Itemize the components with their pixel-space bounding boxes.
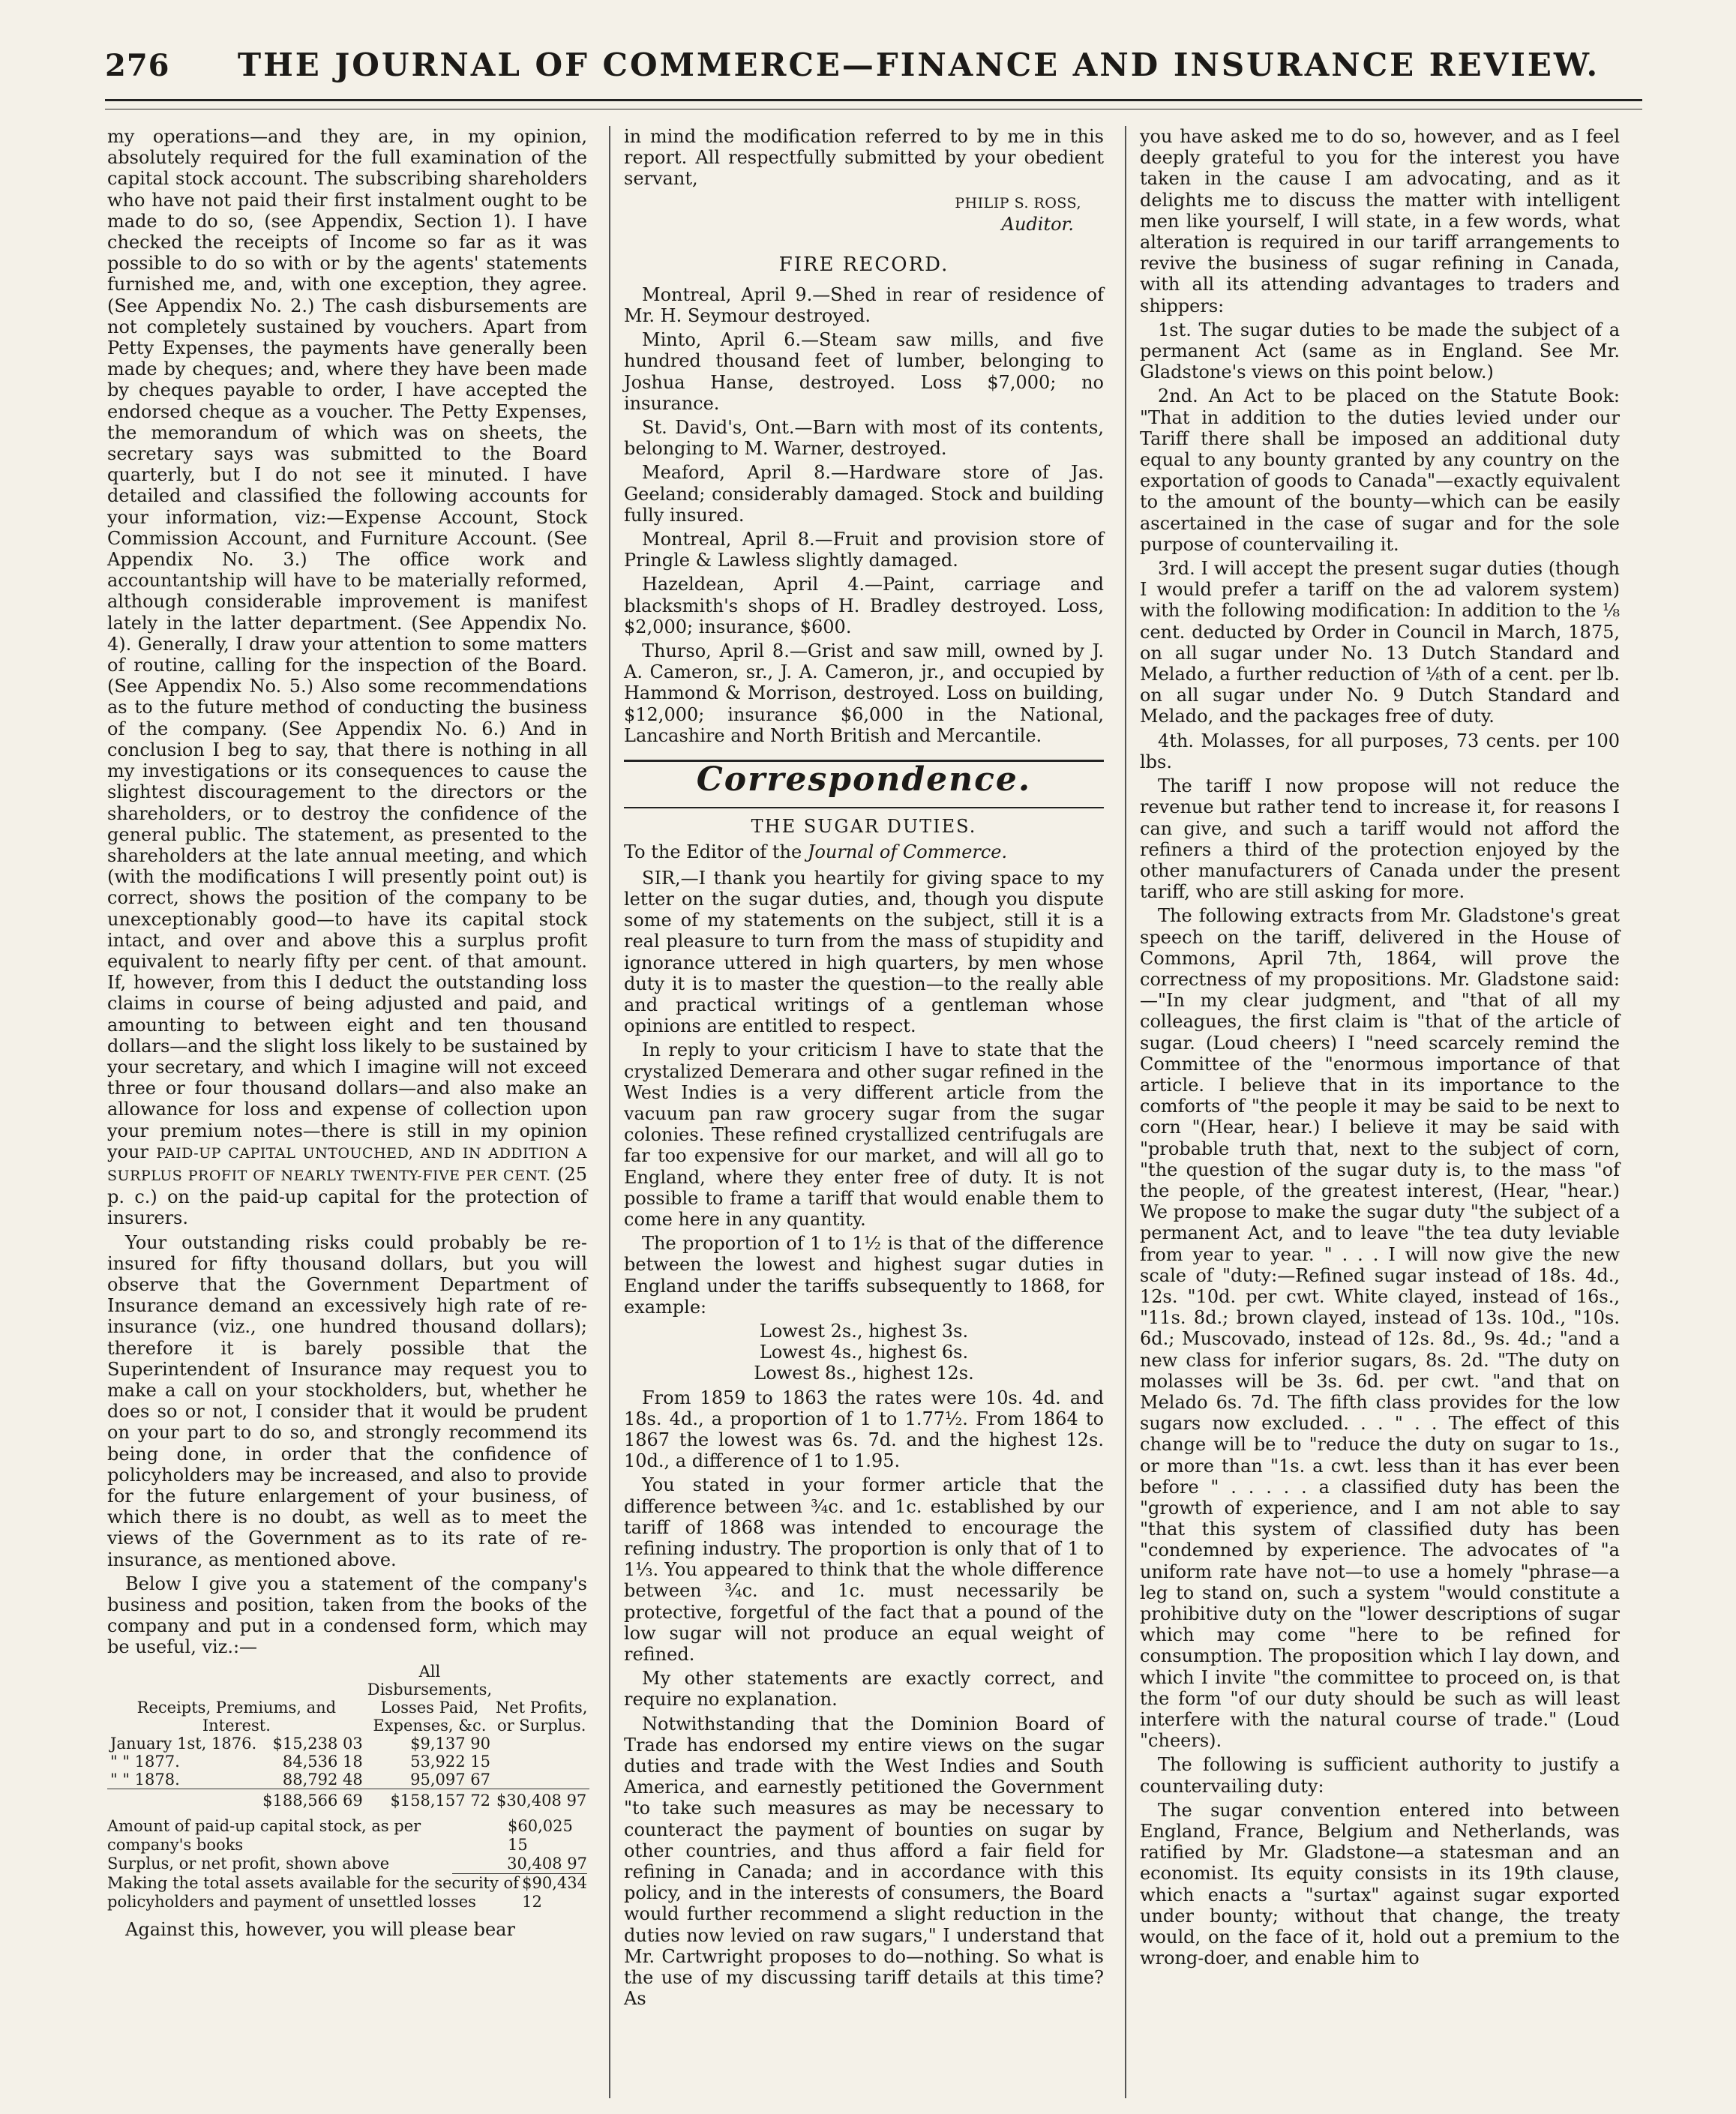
column-separator (1125, 126, 1126, 2098)
letter-paragraph: In reply to your criticism I have to state that the crystalized Demerara and other sugar refined in the West Indies is a very different article from the vacuum pan raw grocery sugar from the sugar colonies. These refined crystallized centrifugals are far too expensive for our market, and will all go to England, where they enter free of duty. It is not possible to frame a tariff that would enable them to come here in any quantity. (624, 1039, 1104, 1230)
page-header (105, 46, 1642, 91)
correspondence-heading: Correspondence. (696, 760, 1032, 799)
gladstone-quote-paragraph: The following extracts from Mr. Gladstone's great speech on the tariff, delivered in the House of Commons, April 7th, 1864, will prove the correctness of my propositions. Mr. Gladstone said:—"In my clear judgment, and "that of all my colleagues, the first claim is "that of the article of sugar. (Loud cheers) I "need scarcely remind the Committee of the "enormous importance of that article. I believe that in its importance to the comforts of "the people it may be said to be next to corn "(Hear, hear.) I believe it may be said with "probable truth that, next to the subject of corn, "the question of the sugar duty is, to the mass "of the people, of the greatest interest, (Hear, "hear.) We propose to make the sugar duty "the subject of a permanent Act, and to leave "the tea duty leviable from year to year. " . . . I will now give the new scale of "duty:—Refined sugar instead of 18s. 4d., 12s. "10d. per cwt. White clayed, instead of 16s., "11s. 8d.; brown clayed, instead of 13s. 10d., "10s. 6d.; Muscovado, instead of 12s. 8d., 9s. 4d.; "and a new class for inferior sugars, 8s. 2d. "The duty on molasses will be 3s. 6d. per cwt. "and that on Melado 6s. 7d. The fifth class provides for the low sugars now excluded. . . " . . The effect of this change will be to "reduce the duty on sugar to 1s., or more than "1s. a cwt. less than it has ever been before " . . . . . a classified duty has been the "growth of experience, and I am not able to say "that this system of classified duty has been "condemned by experience. The advocates of "a uniform rate have not—to use a homely "phrase—a leg to stand on, such a system "would constitute a prohibitive duty on the "lower descriptions of sugar which may come "here to be refined for consumption. The proposition which I lay down, and which I invite "the committee to proceed on, is that the form "of our duty should be such as will least interfere with the natural course of trade." (Loud "cheers). (1140, 905, 1620, 1752)
sugar-duties-heading: THE SUGAR DUTIES. (751, 816, 977, 838)
list-item: Lowest 8s., highest 12s. (754, 1363, 974, 1384)
fire-entry: Thurso, April 8.—Grist and saw mill, owned by J. A. Cameron, sr., J. A. Cameron, jr., and occupied by Hammond & Morrison, destroyed. Loss on building, $12,000; insurance $6,000 in the National, Lancashire and North British and Mercantile. (624, 640, 1104, 746)
correspondence-banner (624, 760, 1104, 808)
auditor-report-paragraph: my operations—and they are, in my opinion, absolutely required for the full examination of the capital stock account. The subscribing shareholders who have not paid their first instalment ought to be made to do so, (see Appendix, Section 1). I have checked the receipts of Income so far as it was possible to do so with or by the agents' statements furnished me, and, with one exception, they agree. (See Appendix No. 2.) The cash disbursements are not completely sustained by vouchers. Apart from Petty Expenses, the payments have generally been made by cheques; and, where they have been made by cheques payable to order, I have accepted the endorsed cheque as a voucher. The Petty Expenses, the memorandum of which was on sheets, the secretary says was submitted to the Board quarterly, but I do not see it minuted. I have detailed and classified the following accounts for your information, viz:—Expense Account, Stock Commission Account, and Furniture Account. (See Appendix No. 3.) The office work and accountantship will have to be materially reformed, although considerable improvement is manifest lately in the latter department. (See Appendix No. 4). Generally, I draw your attention to some matters of routine, calling for the inspection of the Board. (See Appendix No. 5.) Also some recommendations as to the future method of conducting the business of the company. (See Appendix No. 6.) And in conclusion I beg to say, that there is nothing in all my investigations or its consequences to cause the slightest discouragement to the directors or the shareholders, or to destroy the confidence of the general public. The statement, as presented to the shareholders at the late annual meeting, and which (with the modifications I will presently point out) is correct, shows the position of the company to be unexceptionably good—to have its capital stock intact, and over and above this a surplus profit equivalent to nearly fifty per cent. of that amount. If, however, from this I deduct the outstanding loss claims in course of being adjusted and paid, and amounting to between eight and ten thousand dollars—and the slight loss likely to be sustained by your secretary, and which I imagine will not exceed three or four thousand dollars—and also make an allowance for loss and expense of collection upon your premium notes—there is still in my opinion your PAID-UP CAPITAL UNTOUCHED, AND IN ADDITION A SURPLUS PROFIT OF NEARLY TWENTY-FIVE PER CENT. (25 p. c.) on the paid-up capital for the protection of insurers. (107, 126, 587, 1229)
column-middle (624, 126, 1104, 2012)
fire-entry: St. David's, Ont.—Barn with most of its contents, belonging to M. Warner, destroyed. (624, 417, 1104, 460)
fire-entry: Montreal, April 9.—Shed in rear of residence of Mr. H. Seymour destroyed. (624, 283, 1104, 327)
letter-paragraph: Notwithstanding that the Dominion Board of Trade has endorsed my entire views on the sugar duties and trade with the West Indies and South America, and earnestly petitioned the Government "to take such measures as may be necessary to counteract the payment of bounties on sugar by other countries, and thus afford a fair field for refining in Canada; and in accordance with this policy, and in the interests of consumers, the Board would further recommend a slight reduction in the duties now levied on raw sugars," I understand that Mr. Cartwright proposes to do—nothing. So what is the use of my discussing tariff details at this time? As (624, 1713, 1104, 2010)
table-row: January 1st, 1876. $15,238 03 $9,137 90 (110, 1734, 491, 1753)
letter-paragraph: SIR,—I thank you heartily for giving space to my letter on the sugar duties, and, though you dispute some of my statements on the subject, still it is a real pleasure to turn from the mass of stupidity and ignorance uttered in high quarters, by men whose duty it is to master the question—to the really able and practical writings of a gentleman whose opinions are entitled to respect. (624, 867, 1104, 1037)
column-separator (609, 126, 610, 2098)
letter-paragraph: 1st. The sugar duties to be made the subject of a permanent Act (same as in England. See Mr. Gladstone's views on this point below.) (1140, 319, 1620, 383)
fire-entry: Montreal, April 8.—Fruit and provision store of Pringle & Lawless slightly damaged. (624, 529, 1104, 571)
fire-entry: Hazeldean, April 4.—Paint, carriage and blacksmith's shops of H. Bradley destroyed. Loss, $2,000; insurance, $600. (624, 574, 1104, 637)
page-number: 276 (105, 48, 170, 83)
header-rule (105, 99, 1642, 109)
auditor-signature: PHILIP S. ROSS, Auditor. (955, 194, 1081, 235)
letter-paragraph: you have asked me to do so, however, and as I feel deeply grateful to you for the interest you have taken in the cause I am advocating, and as it delights me to discuss the matter with intelligent men like yourself, I will state, in a few words, what alteration is required in our tariff arrangements to revive the business of sugar refining in Canada, with all its attending advantages to traders and shippers: (1140, 126, 1620, 316)
table-header-receipts: Receipts, Premiums, and Interest. (136, 1698, 337, 1735)
letter-paragraph: You stated in your former article that the difference between ¾c. and 1c. established by our tariff of 1868 was intended to encourage the refining industry. The proportion is only that of 1 to 1⅓. You appeared to think that the whole difference between ¾c. and 1c. must necessarily be protective, forgetful of the fact that a pound of the low sugar will not produce an equal weight of refined. (624, 1474, 1104, 1665)
table-total-row: $188,566 69 $158,157 72 $30,408 97 (107, 1789, 589, 1810)
closing-paragraph: Against this, however, you will please bear (125, 1918, 515, 1940)
statement-intro-paragraph: Below I give you a statement of the company's business and position, taken from the books of the company and put in a condensed form, which may be useful, viz.:— (107, 1573, 587, 1658)
journal-title: THE JOURNAL OF COMMERCE—FINANCE AND INSURANCE REVIEW. (237, 46, 1600, 83)
assets-summary: Amount of paid-up capital stock, as per company's books $60,025 15 Surplus, or net profit, shown above 30,408 97 Making the total assets available for the security of policyholders and payment of unsettled losses $90,434 12 (107, 1816, 587, 1911)
letter-paragraph: 2nd. An Act to be placed on the Statute Book: "That in addition to the duties levied under our Tariff there shall be imposed an additional duty equal to any bounty granted by any country on the exportation of goods to Canada"—exactly equivalent to the amount of the bounty—which can be easily ascertained in the case of sugar and for the sole purpose of countervailing it. (1140, 385, 1620, 555)
list-item: Lowest 4s., highest 6s. (759, 1342, 969, 1363)
letter-paragraph: 3rd. I will accept the present sugar duties (though I would prefer a tariff on the ad valorem system) with the following modification: In addition to the ⅛ cent. deducted by Order in Council in March, 1875, on all sugar under No. 13 Dutch Standard and Melado, a further reduction of ⅛th of a cent. per lb. on all sugar under No. 9 Dutch Standard and Melado, and the packages free of duty. (1140, 558, 1620, 727)
letter-paragraph: The sugar convention entered into between England, France, Belgium and Netherlands, was ratified by Mr. Gladstone—a statesman and an economist. Its equity consists in its 19th clause, which enacts a "surtax" against sugar exported under bounty; without that change, the treaty would, on the face of it, hold out a premium to the wrong-doer, and enable him to (1140, 1799, 1620, 1969)
fire-record-heading: FIRE RECORD. (778, 253, 949, 276)
duty-scale-list (624, 1321, 1104, 1384)
table-row: " " 1878. 88,792 48 95,097 67 (110, 1770, 491, 1789)
table-header-disbursements: All Disbursements, Losses Paid, Expenses, &c. (367, 1662, 493, 1735)
list-item: Lowest 2s., highest 3s. (759, 1320, 969, 1342)
letter-paragraph: 4th. Molasses, for all purposes, 73 cents. per 100 lbs. (1140, 730, 1620, 772)
report-conclusion-paragraph: in mind the modification referred to by me in this report. All respectfully submitted by your obedient servant, (624, 126, 1104, 190)
column-left (107, 126, 587, 1943)
letter-paragraph: The proportion of 1 to 1½ is that of the difference between the lowest and highest sugar duties in England under the tariffs subsequently to 1868, for example: (624, 1233, 1104, 1318)
fire-entry: Meaford, April 8.—Hardware store of Jas. Geeland; considerably damaged. Stock and building fully insured. (624, 462, 1104, 526)
letter-paragraph: My other statements are exactly correct, and require no explanation. (624, 1668, 1104, 1711)
table-header-profits: Net Profits, or Surplus. (495, 1698, 588, 1735)
column-right (1140, 126, 1620, 1972)
caps-emphasis: PAID-UP CAPITAL UNTOUCHED, AND IN ADDITION A SURPLUS PROFIT OF NEARLY TWENTY-FIVE PER CENT. (107, 1144, 587, 1184)
fire-entry: Minto, April 6.—Steam saw mills, and five hundred thousand feet of lumber, belonging to Joshua Hanse, destroyed. Loss $7,000; no insurance. (624, 329, 1104, 414)
reinsurance-paragraph: Your outstanding risks could probably be re-insured for fifty thousand dollars, but you will observe that the Government Department of Insurance demand an excessively high rate of re-insurance (viz., one hundred thousand dollars); therefore it is barely possible that the Superintendent of Insurance may request you to make a call on your stockholders, but, whether he does so or not, I consider that it would be prudent on your part to do so, and strongly recommend its being done, in order that the confidence of policyholders may be increased, and also to provide for the future enlargement of your business, of which there is no doubt, as well as to meet the views of the Government as to its rate of re-insurance, as mentioned above. (107, 1231, 587, 1570)
letter-paragraph: The following is sufficient authority to justify a countervailing duty: (1140, 1754, 1620, 1797)
letter-paragraph: From 1859 to 1863 the rates were 10s. 4d. and 18s. 4d., a proportion of 1 to 1.77½. From 1864 to 1867 the lowest was 6s. 7d. and the highest 12s. 10d., a difference of 1 to 1.95. (624, 1387, 1104, 1472)
table-row: " " 1877. 84,536 18 53,922 15 (110, 1752, 491, 1771)
to-editor-line: To the Editor of the Journal of Commerce. (624, 841, 1008, 863)
letter-paragraph: The tariff I now propose will not reduce the revenue but rather tend to increase it, for reasons I can give, and such a tariff would not afford the refiners a third of the protection enjoyed by the other manufacturers of Canada under the present tariff, who are still asking for more. (1140, 775, 1620, 903)
business-statement-table (107, 1663, 589, 1810)
